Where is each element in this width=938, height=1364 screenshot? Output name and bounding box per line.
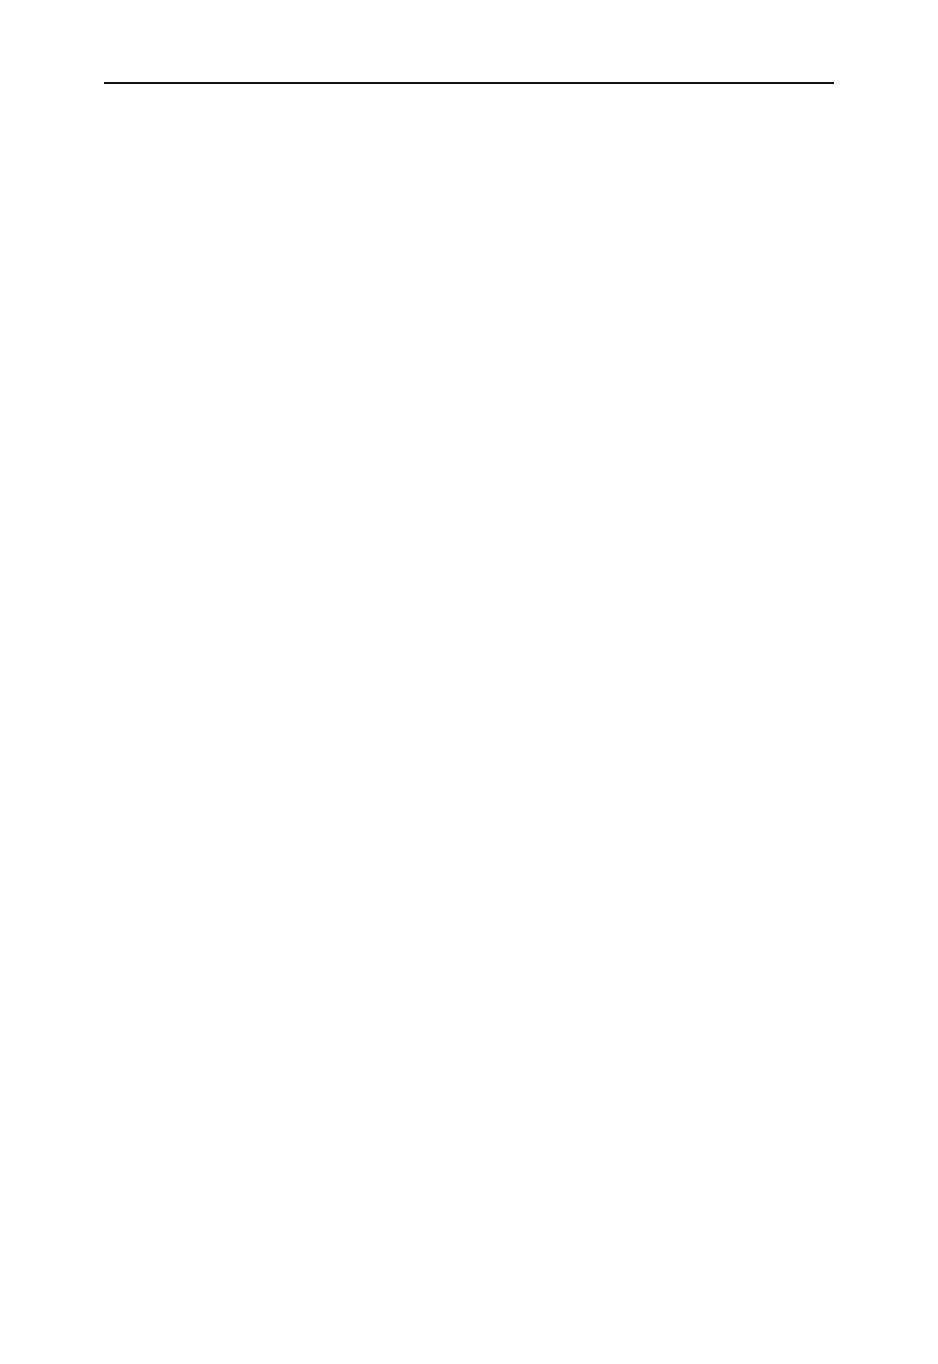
page-header bbox=[90, 62, 848, 98]
header-rule bbox=[104, 82, 834, 84]
book-page bbox=[90, 62, 848, 1342]
